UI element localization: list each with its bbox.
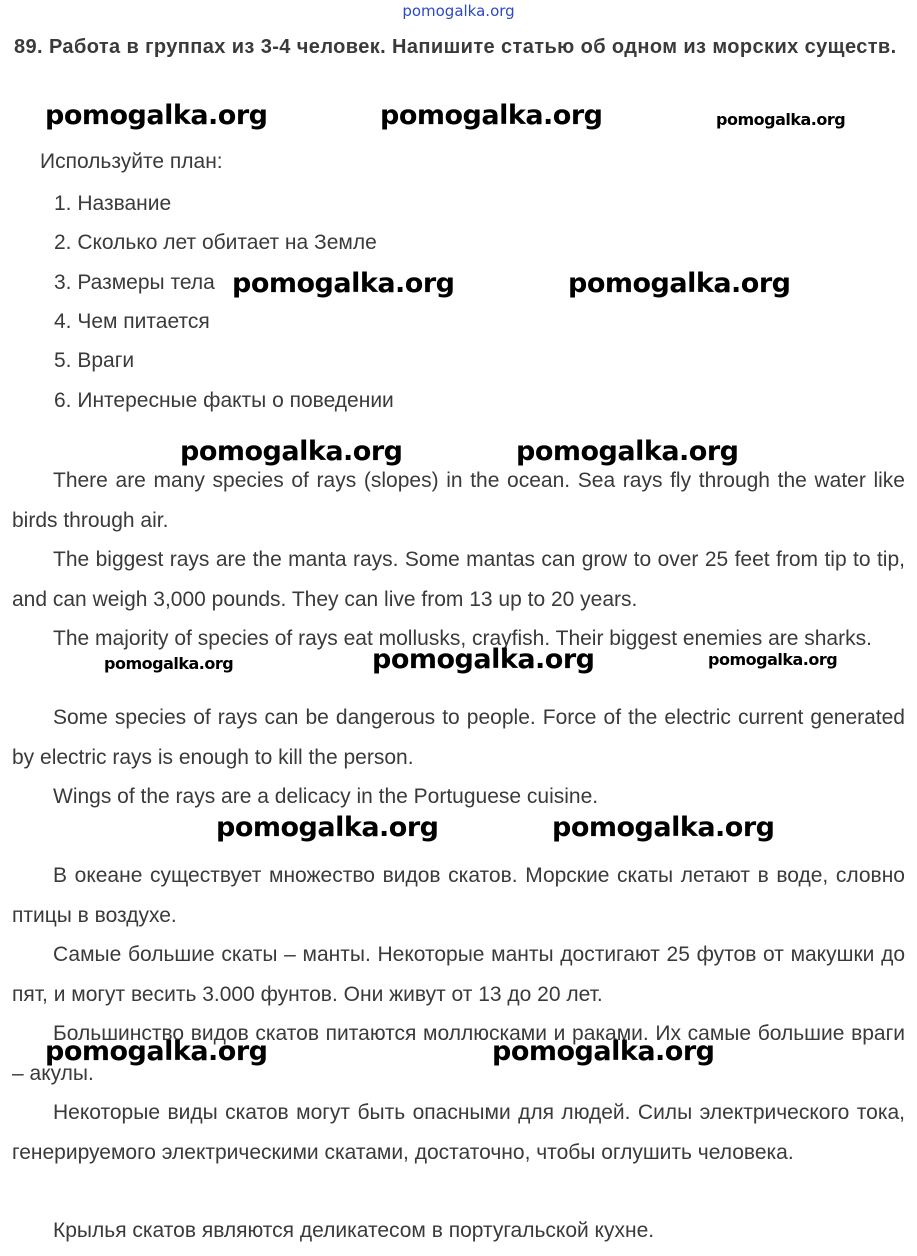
plan-intro: Используйте план: [40, 150, 223, 173]
watermark: pomogalka.org [552, 812, 775, 843]
watermark: pomogalka.org [568, 268, 791, 299]
plan-item-2: 2. Сколько лет обитает на Земле [54, 231, 377, 254]
task-header: 89. Работа в группах из 3-4 человек. Напишите статью об одном из морских существ. [14, 36, 897, 58]
english-paragraph-5: Wings of the rays are a delicacy in the Portuguese cuisine. [53, 785, 599, 808]
watermark: pomogalka.org [380, 100, 603, 131]
watermark: pomogalka.org [716, 110, 846, 129]
watermark: pomogalka.org [708, 650, 838, 669]
russian-paragraph-2: Самые большие скаты – манты. Некоторые манты достигают 25 футов от макушки до пят, и могут весить 3.000 фунтов. Они живут от 13 до 20 лет. [12, 943, 905, 1006]
plan-item-5: 5. Враги [54, 349, 135, 372]
russian-paragraph-5: Крылья скатов являются деликатесом в португальской кухне. [53, 1219, 655, 1242]
russian-paragraph-4: Некоторые виды скатов могут быть опасными для людей. Силы электрического тока, генерируемого электрическими скатами, достаточно, чтобы оглушить человека. [12, 1101, 905, 1164]
plan-item-3: 3. Размеры тела [54, 271, 215, 294]
watermark: pomogalka.org [180, 436, 403, 467]
english-paragraph-4: Some species of rays can be dangerous to people. Force of the electric current generated by electric rays is enough to kill the person. [12, 706, 905, 769]
english-paragraph-3: The majority of species of rays eat mollusks, crayfish. Their biggest enemies are sharks. [53, 627, 872, 650]
watermark: pomogalka.org [232, 268, 455, 299]
watermark: pomogalka.org [492, 1036, 715, 1067]
russian-paragraph-3: Большинство видов скатов питаются моллюсками и раками. Их самые большие враги – акулы. [12, 1022, 905, 1085]
english-paragraph-2: The biggest rays are the manta rays. Some mantas can grow to over 25 feet from tip to tip, and can weigh 3,000 pounds. They can live from 13 up to 20 years. [12, 548, 905, 611]
watermark: pomogalka.org [216, 812, 439, 843]
watermark: pomogalka.org [45, 1036, 268, 1067]
top-watermark: pomogalka.org [402, 2, 515, 20]
plan-item-6: 6. Интересные факты о поведении [54, 389, 394, 412]
watermark: pomogalka.org [45, 100, 268, 131]
plan-item-1: 1. Название [54, 192, 172, 215]
russian-paragraph-1: В океане существует множество видов скатов. Морские скаты летают в воде, словно птицы в воздухе. [12, 864, 905, 927]
watermark: pomogalka.org [516, 436, 739, 467]
watermark: pomogalka.org [372, 644, 595, 675]
english-paragraph-1: There are many species of rays (slopes) in the ocean. Sea rays fly through the water like birds through air. [12, 469, 905, 532]
plan-item-4: 4. Чем питается [54, 310, 210, 333]
watermark: pomogalka.org [104, 654, 234, 673]
